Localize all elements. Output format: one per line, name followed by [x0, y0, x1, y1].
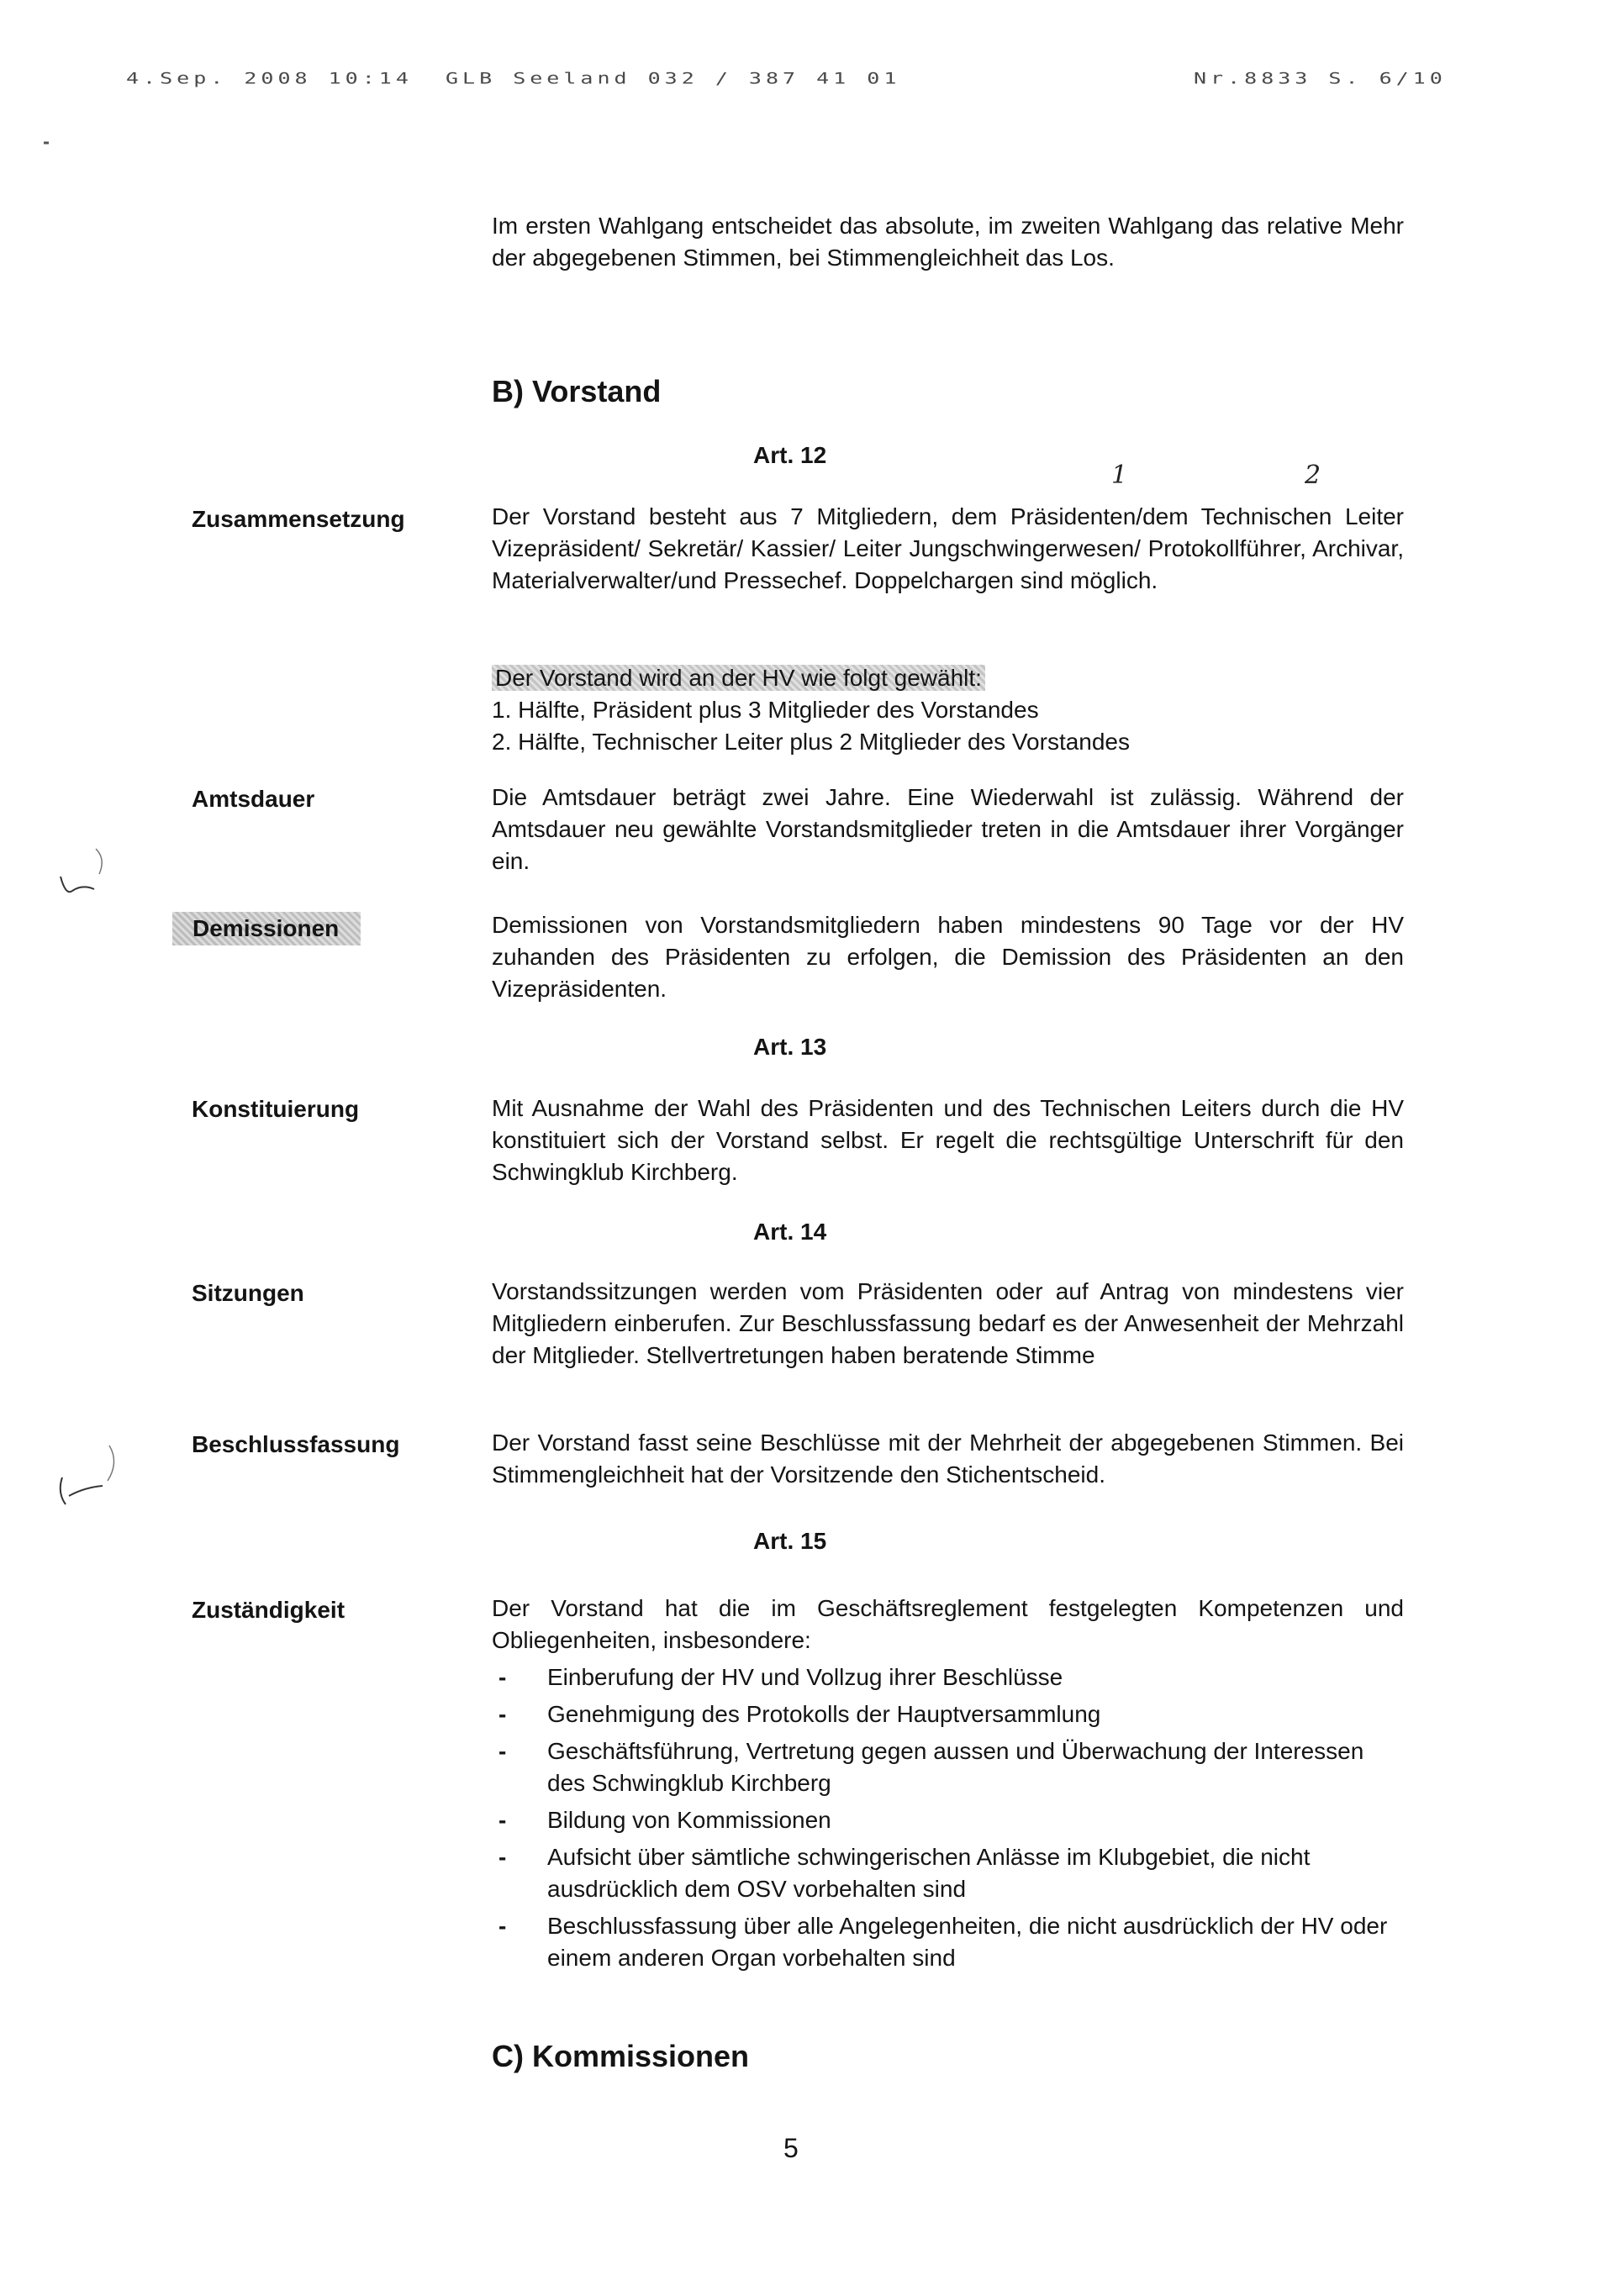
fax-page-info: Nr.8833 S. 6/10: [1194, 69, 1447, 87]
margin-label-demissionen: Demissionen: [172, 912, 361, 945]
election-item: 2. Hälfte, Technischer Leiter plus 2 Mitglieder des Vorstandes: [492, 729, 1131, 755]
margin-check-mark: [61, 1477, 103, 1504]
paragraph-demissionen: Demissionen von Vorstandsmitgliedern haben mindestens 90 Tage vor der HV zuhanden des Präsidenten zu erfolgen, die Demission des Präsidenten an den Vizepräsidenten.: [492, 912, 1404, 1002]
paragraph-konstituierung: Mit Ausnahme der Wahl des Präsidenten und des Technischen Leiters durch die HV konstituiert sich der Vorstand selbst. Er regelt die rechtsgültige Unterschrift für den Schwingklub Kirchberg.: [492, 1095, 1404, 1185]
list-item: - Einberufung der HV und Vollzug ihrer Beschlüsse: [492, 1661, 1404, 1693]
article-12-heading: Art. 12: [753, 442, 827, 468]
paragraph-beschlussfassung: Der Vorstand fasst seine Beschlüsse mit der Mehrheit der abgegebenen Stimmen. Bei Stimmengleichheit hat der Vorsitzende den Stichentscheid.: [492, 1430, 1404, 1488]
article-14-heading: Art. 14: [753, 1219, 827, 1245]
article-13-heading: Art. 13: [753, 1034, 827, 1060]
list-item: - Beschlussfassung über alle Angelegenheiten, die nicht ausdrücklich der HV oder einem anderen Organ vorbehalten sind: [492, 1910, 1404, 1974]
fax-sender: GLB Seeland 032 / 387 41 01: [446, 69, 901, 87]
paragraph-zusammensetzung: Der Vorstand besteht aus 7 Mitgliedern, dem Präsidenten/dem Technischen Leiter Vizepräsident/ Sekretär/ Kassier/ Leiter Jungschwingerwesen/ Protokollführer, Archivar, Materialverwalter/und Pressechef. Doppelchargen sind möglich.: [492, 503, 1404, 593]
zustaendigkeit-intro: Der Vorstand hat die im Geschäftsreglement festgelegten Kompetenzen und Obliegenheiten, insbesondere:: [492, 1595, 1404, 1653]
paragraph-zustaendigkeit: [492, 1593, 1404, 1974]
page-number: 5: [783, 2133, 799, 2163]
list-item: - Aufsicht über sämtliche schwingerischen Anlässe im Klubgebiet, die nicht ausdrücklich dem OSV vorbehalten sind: [492, 1841, 1404, 1905]
article-15-heading: Art. 15: [753, 1528, 827, 1554]
section-title-vorstand: B) Vorstand: [492, 374, 662, 408]
margin-label-beschlussfassung: Beschlussfassung: [192, 1431, 400, 1457]
handwritten-annotation-2: 2: [1305, 461, 1321, 490]
intro-paragraph: Im ersten Wahlgang entscheidet das absolute, im zweiten Wahlgang das relative Mehr der abgegebenen Stimmen, bei Stimmengleichheit das Los.: [492, 213, 1404, 271]
margin-label-zusammensetzung: Zusammensetzung: [192, 506, 405, 532]
margin-bracket-mark: [108, 1446, 114, 1481]
list-item: - Genehmigung des Protokolls der Hauptversammlung: [492, 1698, 1404, 1730]
margin-label-amtsdauer: Amtsdauer: [192, 786, 315, 812]
section-title-kommissionen: C) Kommissionen: [492, 2039, 750, 2073]
election-intro-highlighted: Der Vorstand wird an der HV wie folgt gewählt:: [492, 665, 985, 691]
fax-date-time: 4.Sep. 2008 10:14: [126, 69, 413, 87]
margin-label-konstituierung: Konstituierung: [192, 1096, 360, 1122]
election-item: 1. Hälfte, Präsident plus 3 Mitglieder des Vorstandes: [492, 697, 1039, 723]
margin-tick-mark: [61, 877, 94, 892]
margin-bracket-mark: [96, 849, 102, 874]
paragraph-sitzungen: Vorstandssitzungen werden vom Präsidenten oder auf Antrag von mindestens vier Mitgliedern einberufen. Zur Beschlussfassung bedarf es der Anwesenheit der Mehrzahl der Mitglieder. Stellvertretungen haben beratende Stimme: [492, 1278, 1404, 1368]
competence-list: [492, 1661, 1404, 1974]
handwritten-annotation-1: 1: [1111, 461, 1128, 490]
margin-label-zustaendigkeit: Zuständigkeit: [192, 1597, 345, 1623]
election-block: [492, 662, 1404, 758]
paragraph-amtsdauer: Die Amtsdauer beträgt zwei Jahre. Eine Wiederwahl ist zulässig. Während der Amtsdauer neu gewählte Vorstandsmitglieder treten in die Amtsdauer ihrer Vorgänger ein.: [492, 784, 1404, 874]
margin-label-sitzungen: Sitzungen: [192, 1280, 304, 1306]
list-item: - Geschäftsführung, Vertretung gegen aussen und Überwachung der Interessen des Schwingklub Kirchberg: [492, 1735, 1404, 1799]
list-item: - Bildung von Kommissionen: [492, 1804, 1404, 1836]
